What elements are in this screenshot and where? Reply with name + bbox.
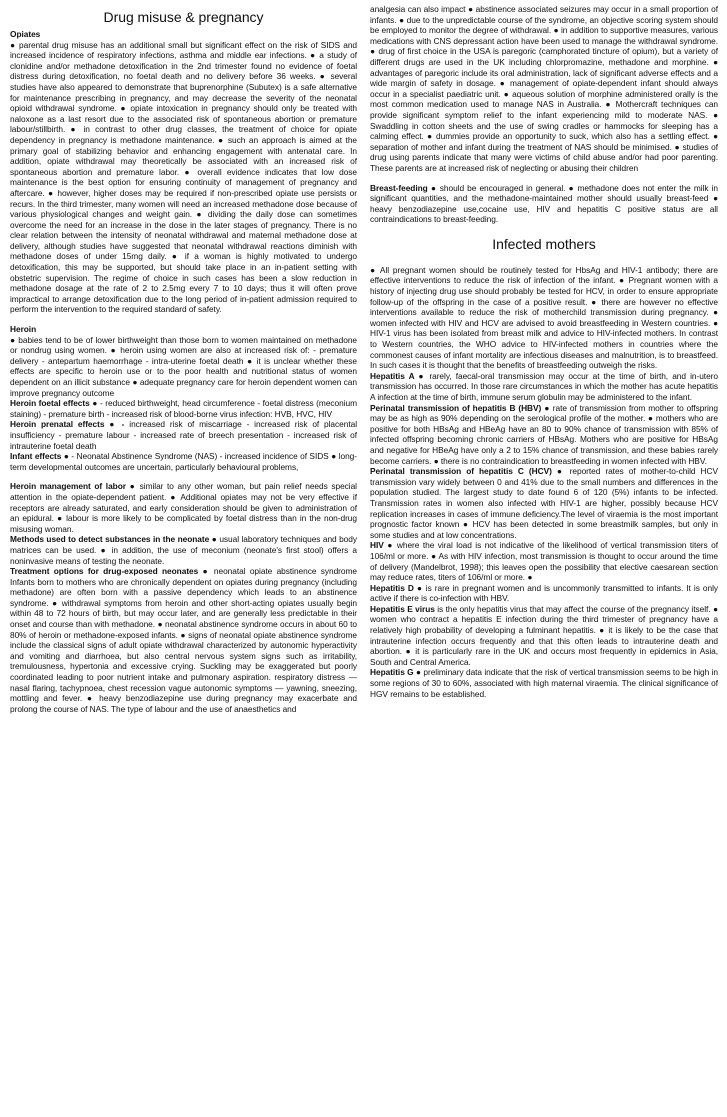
opiates-body: ● parental drug misuse has an additional small but significant effect on the risk of SIDS and increased incidence of respiratory infections, asthma and middle ear infections. ● a study of clonidine and/or methadone detoxification in the 2nd trimester found no evidence of foetal distress during detoxification, no foetal death and no delivery before 36 weeks. ● several studies have also appeared to demonstrate that buprenorphine (Subutex) is a safe alternative for maintenance prescribing in pregnancy, and may decrease the severity of the neonatal opioid withdrawal syndrome. ● opiate intoxication in pregnancy should only be treated with naloxone as a last resort due to the associated risk of spontaneous abortion or premature labour/stillbirth. ● in contrast to other drug classes, the treatment of choice for opiate dependency in pregnancy is methadone maintenance. ● such an approach is aimed at the primary goal of stabilizing behavior and enhancing engagement with antenatal care. In addition, opiate withdrawal may theoretically be associated with an increased risk of spontaneous abortion and premature labor. ● overall evidence indicates that low dose maintenance is the best option for ensuring continuity of management of pregnancy and aftercare. ● however, higher doses may be required if non-prescribed opiate use persists or recurs. In the third trimester, many women will need an increased methadone dose because of various physiological changes and weight gain. ● dividing the daily dose can sometimes overcome the need for an increase in the dose in the later stages of pregnancy. There is no clear relation between the intensity of neonatal withdrawal and maternal methadone dose at delivery, although studies have suggested that neonatal withdrawal reactions diminish with methadone doses of under 15mg daily. ● if a woman is highly motivated to undergo detoxification, this may be supported, but should take place in an in-patient setting with obstetric supervision. The regime of choice in such cases has been a slow reduction in methadone dosage at the rate of 2 to 2.5mg every 7 to 10 days; thus it will often prove impractical to arrange detoxification due to the long period of in-patient admission required to perform the intervention to the required standard of safety.: [10, 39, 357, 315]
heroin-prenatal-text: increased risk of miscarriage - increased risk of placental insufficiency - premature labour - increased rate of breech presentation - increased risk of intrauterine foetal death: [10, 419, 357, 451]
treatment-label: Treatment options for drug-exposed neonates ●: [10, 566, 210, 577]
treatment-text: neonatal opiate abstinence syndrome Infants born to mothers who are chronically dependent on opiates during pregnancy (including methadone) are often born with a passive dependency which leads to an abstinence syndrome. ● withdrawal symptoms from heroin and other short-acting opiates usually begin within 48 to 72 hours of birth, but may occur later, and are generally less predictable in their onset and course than with methadone. ● neonatal abstinence syndrome occurs in about 60 to 80% of heroin or methadone-exposed infants. ● signs of neonatal opiate abstinence syndrome include the classical signs of adult opiate withdrawal characterized by autonomic hyperactivity and vomiting and diarrhoea, but also central nervous system signs such as irritability, tremulousness, hypertonia and excessive crying. Suckling may be exaggerated but poorly coordinated leading to poor nutrient intake and pulmonary aspiration. respiratory distress — nasal flaring, tachypnoea, chest recession vague autonomic symptoms — yawning, sneezing, mottling and fever. ● heavy benzodiazepine use during pregnancy may exacerbate and prolong the course of NAS. The type of labour and the use of anaesthetics and: [10, 566, 357, 714]
labor-label: Heroin management of labor ●: [10, 481, 136, 492]
hepatitis-c-label: Perinatal transmission of hepatitis C (HCV) ●: [370, 466, 565, 477]
hepatitis-b-label: Perinatal transmission of hepatitis B (HBV) ●: [370, 402, 550, 413]
hepatitis-d-label: Hepatitis D ●: [370, 582, 423, 593]
infant-effects-label: Infant effects ●: [10, 451, 69, 462]
hepatitis-a-label: Hepatitis A ●: [370, 370, 426, 381]
heroin-foetal-text: - reduced birthweight, head circumference - foetal distress (meconium staining) - premature birth - increased risk of blood-borne virus infection: HVB, HVC, HIV: [10, 398, 357, 419]
hepatitis-g-label: Hepatitis G ●: [370, 667, 422, 678]
heroin-body: ● babies tend to be of lower birthweight than those born to women maintained on methadone or nondrug using women. ● heroin using women are also at increased risk of: - premature delivery - antepartum haemorrhage - intra-uterine foetal death ● it is unclear whether these effects are specific to heroin use or to the poor health and nutritional status of women dependent on an illicit substance ● adequate pregnancy care for heroin dependent women can improve pregnancy outcome: [10, 334, 357, 398]
hepatitis-e: [370, 604, 718, 668]
treatment-options: [10, 566, 357, 714]
opiates-heading: Opiates: [10, 29, 41, 39]
breastfeeding-label: Breast-feeding ●: [370, 182, 437, 193]
methods-label: Methods used to detect substances in the neonate ●: [10, 534, 217, 545]
hepatitis-d: [370, 583, 718, 604]
hiv-label: HIV ●: [370, 540, 394, 551]
breastfeeding-text: should be encouraged in general. ● methadone does not enter the milk in significant quantities, and the methadone-maintained mother should usually breast-feed ● heavy benzodiazepine use,cocaine use, HIV and hepatitis C positive status are all contraindications to breast-feeding.: [370, 182, 718, 225]
hiv: [370, 540, 718, 582]
infected-mothers-intro: ● All pregnant women should be routinely tested for HbsAg and HIV-1 antibody; there are effective interventions to reduce the risk of infection of the infant. ● Pregnant women with a history of injecting drug use should probably be tested for HCV, in order to ensure appropriate follow-up of the offspring in the case of a positive result. ● there are however no effective interventions available to reduce the risk of motherchild transmission during pregnancy. ● women infected with HIV and HCV are advised to avoid breastfeeding in Western countries. ● HIV-1 virus has been isolated from breast milk and advice to HIV-infected mothers. In contrast to Western countries, the WHO advice to HIV-infected mothers in countries where the commonest causes of infant mortality are infectious diseases and malnutrition, is to breastfeed. In such cases it is thought that the benefits of breastfeeding outweigh the risks.: [370, 264, 718, 371]
left-column: [10, 4, 357, 1117]
breastfeeding: [370, 183, 718, 225]
infant-effects-text: - Neonatal Abstinence Syndrome (NAS) - increased incidence of SIDS ● long-term developmental outcomes are uncertain, particularly behavioural problems,: [10, 451, 357, 472]
hepatitis-g: [370, 667, 718, 699]
hepatitis-d-text: is rare in pregnant women and is uncommonly transmitted to infants. It is only active if there is co-infection with HBV.: [370, 582, 718, 604]
treatment-continuation: analgesia can also impact ● abstinence associated seizures may occur in a small proportion of infants. ● due to the unpredictable course of the syndrome, an objective scoring system should be employed to monitor the degree of withdrawal. ● in addition to supportive measures, various medications with CNS depressant action have been used to manage the withdrawal syndrome. ● drug of first choice in the USA is paregoric (camphorated tincture of opium), but a variety of different drugs are used in the UK including chlorpromazine, methadone and morphine. ● advantages of paregoric include its oral administration, lack of significant adverse effects and a wide margin of safety in dosage. ● management of opiate-dependent infant should always occur in a specialist paediatric unit. ● aqueous solution of morphine administered orally is the most common medication used to manage NAS in Australia. ● Mothercraft techniques can provide significant symptom relief to the infant experiencing mild to moderate NAS. ● Swaddling in cotton sheets and the use of swing cradles or hammocks for sleeping has a calming effect. ● dummies provide an opportunity to suck, which also has a settling effect. ● separation of mother and infant during the treatment of NAS should be minimised. ● studies of drug using parents indicate that many were victims of child abuse and/or had poor parenting. These parents are at increased risk of neglecting or abusing their children: [370, 4, 718, 173]
heroin-prenatal-effects: [10, 419, 357, 451]
hepatitis-a-text: rarely, faecal-oral transmission may occur at the time of birth, and in-utero transmission has occurred. In those rare circumstances in which the mother has acute hepatitis A infection at the time of birth, immune serum globulin may be administered to the infant.: [370, 370, 718, 402]
detection-methods: [10, 534, 357, 566]
page-title: Drug misuse & pregnancy: [103, 9, 264, 25]
heroin-prenatal-label: Heroin prenatal effects ● -: [10, 419, 125, 430]
hepatitis-b-text: rate of transmission from mother to offspring may be as high as 90% depending on the serological profile of the mother. ● mothers who are positive for both HBsAg and HBeAg have an 80 to 90% chance of transmission with 85% of infected offspring becoming chronic carriers of HBsAg. Mothers who are positive for HBsAg and negative for HBeAg have only a 2 to 15% chance of transmission, and these babies rarely become carriers. ● there is no contraindication to breastfeeding in women infected with HBV.: [370, 402, 718, 466]
labor-management: [10, 481, 357, 534]
hepatitis-c: [370, 466, 718, 540]
section-title-infected-mothers: Infected mothers: [492, 235, 596, 252]
infant-effects: [10, 451, 357, 472]
hepatitis-c-text: reported rates of mother-to-child HCV transmission vary widely between 0 and 41% due to the small numbers and differences in the population studied. The largest study to date found 6 of 120 (5%) infants to be infected. Transmission rates in women also infected with HIV-1 are higher, possibly because HCV replication increases in cases of immune deficiency.The level of viraemia is the most important prognostic factor known ● HCV has been detected in some breastmilk samples, but only in some studies and at low concentrations.: [370, 466, 718, 540]
heroin-heading: Heroin: [10, 324, 37, 335]
heroin-foetal-label: Heroin foetal effects ●: [10, 398, 98, 409]
hepatitis-b: [370, 403, 718, 467]
hepatitis-e-text: is the only hepatitis virus that may affect the course of the pregnancy itself. ● women who contract a hepatitis E infection during the third trimester of pregnancy have a relatively high probability of developing a fulminant hepatitis. ● it is likely to be the case that intrauterine infection occurs frequently and that this often leads to intrauterine death and abortion. ● it is particularly rare in the UK and occurs most frequently in epidemics in Asia, South and Central America.: [370, 603, 718, 667]
hepatitis-g-text: preliminary data indicate that the risk of vertical transmission seems to be high in some regions of 30 to 60%, associated with high maternal viraemia. The clinical significance of HGV remains to be established.: [370, 667, 718, 699]
right-column: [370, 4, 718, 1117]
hepatitis-a: [370, 371, 718, 403]
hepatitis-e-label: Hepatitis E virus: [370, 603, 435, 614]
labor-text: similar to any other woman, but pain relief needs special attention in the opiate-dependent patient. ● Additional opiates may not be very effective if receptors are already saturated, and early consideration should be given to administration of an epidural. ● labour is more likely to be complicated by foetal distress than in the non-drug misusing woman.: [10, 481, 357, 534]
hiv-text: where the viral load is not indicative of the likelihood of vertical transmission titers of 106/ml or more. ● As with HIV infection, most transmission is thought to occur around the time of delivery (Mandelbrot, 1998); this leaves open the possibility that elective caesarean section may reduce rates, titers of 106/ml or more. ●: [370, 540, 718, 583]
methods-text: usual laboratory techniques and body matrices can be used. ● in addition, the use of meconium (neonate's first stool) offers a noninvasive means of testing the neonate.: [10, 534, 357, 566]
heroin-foetal-effects: [10, 398, 357, 419]
